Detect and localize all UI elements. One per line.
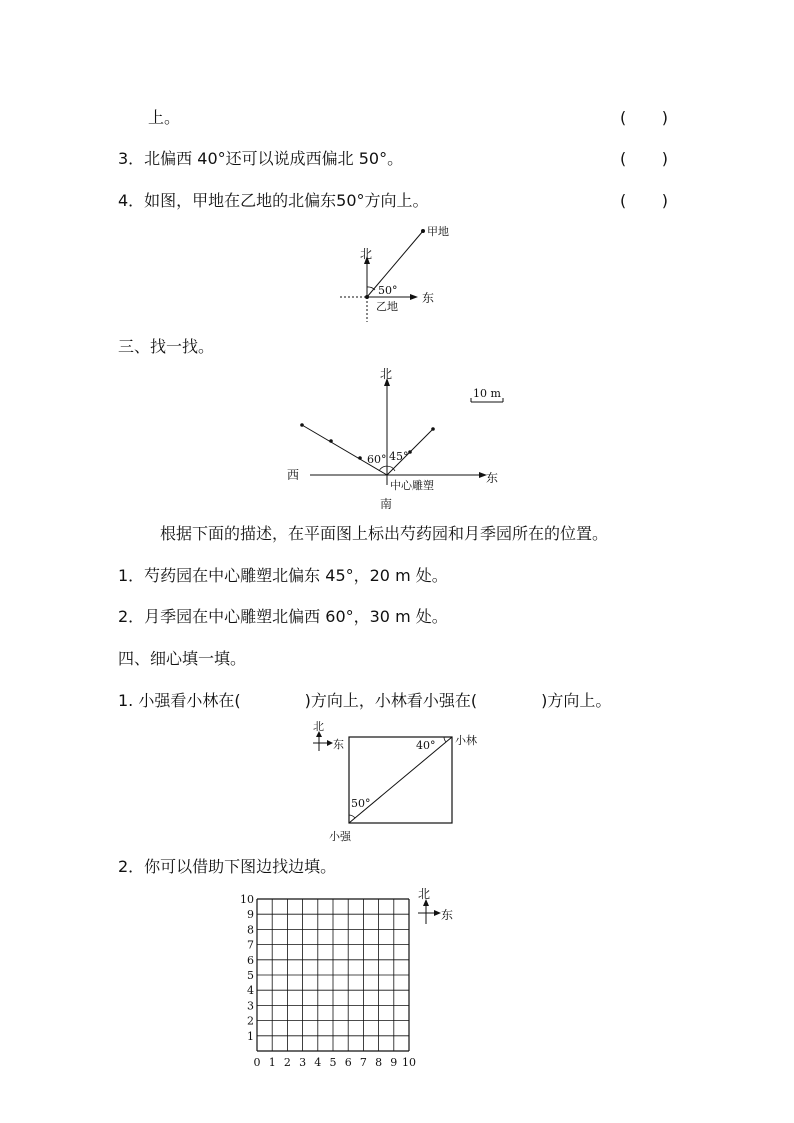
angle-40-label: 40° [416, 739, 436, 752]
angle-50-label: 50° [378, 284, 398, 297]
q2-continuation: 上。 [148, 108, 181, 127]
x-tick-label: 10 [402, 1056, 416, 1069]
y-tick-label: 4 [247, 984, 254, 998]
paren-open: ( [620, 149, 627, 168]
angle-45-label: 45° [389, 450, 409, 463]
scale-label: 10 m [473, 387, 501, 400]
answer-paren-2[interactable] [620, 108, 668, 128]
north-label: 北 [313, 720, 324, 733]
section-4-item-1: 1. 小强看小林在( )方向上，小林看小强在( )方向上。 [118, 691, 612, 710]
center-sculpture-label: 中心雕塑 [390, 479, 434, 492]
angle-60-label: 60° [367, 453, 387, 466]
y-tick-label: 2 [247, 1014, 254, 1028]
x-tick-label: 7 [359, 1056, 367, 1069]
y-tick-label: 9 [247, 908, 254, 922]
south-label: 南 [380, 497, 393, 511]
paren-close: ) [661, 108, 668, 127]
y-tick-label: 7 [247, 938, 254, 952]
angle-50-label: 50° [351, 797, 371, 810]
x-tick-label: 3 [299, 1056, 307, 1069]
y-tick-label: 8 [247, 923, 254, 937]
x-tick-label: 5 [329, 1056, 337, 1069]
section-4-heading: 四、细心填一填。 [118, 649, 247, 668]
y-tick-label: 6 [247, 953, 254, 967]
x-tick-label: 1 [268, 1056, 276, 1069]
x-tick-label: 0 [253, 1056, 261, 1069]
x-tick-labels [254, 1056, 417, 1069]
y-tick-label: 5 [247, 969, 254, 982]
yi-label: 乙地 [376, 300, 398, 313]
east-label: 东 [441, 908, 454, 922]
paren-open: ( [620, 191, 627, 210]
xiaoqiang-xiaolin-figure [305, 718, 485, 848]
answer-paren-4[interactable] [620, 191, 668, 211]
y-tick-labels [240, 893, 254, 1043]
jia-label: 甲地 [427, 225, 449, 238]
north-label: 北 [360, 247, 373, 261]
y-tick-label: 10 [240, 893, 254, 906]
x-tick-label: 9 [390, 1056, 398, 1069]
y-tick-label: 3 [247, 999, 254, 1013]
direction-figure-jia-yi [330, 220, 470, 320]
coordinate-grid [230, 880, 470, 1070]
north-label: 北 [418, 887, 431, 901]
paren-close: ) [661, 191, 668, 210]
west-label: 西 [287, 468, 300, 482]
grid-lines [257, 899, 409, 1051]
q2-item-4: 4．如图，甲地在乙地的北偏东50°方向上。 [118, 191, 429, 210]
east-label: 东 [422, 291, 435, 305]
x-tick-label: 8 [375, 1056, 383, 1069]
y-tick-label: 1 [247, 1029, 254, 1043]
q2-item-3: 3．北偏西 40°还可以说成西偏北 50°。 [118, 149, 404, 168]
xiaoqiang-label: 小强 [329, 830, 351, 843]
section-3-item-2: 2．月季园在中心雕塑北偏西 60°，30 m 处。 [118, 607, 448, 626]
north-label: 北 [380, 367, 393, 381]
answer-paren-3[interactable] [620, 149, 668, 169]
xiaolin-label: 小林 [455, 734, 477, 747]
section-4-item-2: 2．你可以借助下图边找边填。 [118, 857, 337, 876]
section-3-item-1: 1．芍药园在中心雕塑北偏东 45°，20 m 处。 [118, 566, 448, 585]
section-3-description: 根据下面的描述，在平面图上标出芍药园和月季园所在的位置。 [160, 524, 609, 543]
x-tick-label: 4 [314, 1056, 322, 1069]
sculpture-map [280, 365, 510, 515]
section-3-heading: 三、找一找。 [118, 337, 215, 356]
x-tick-label: 2 [283, 1056, 291, 1069]
paren-close: ) [661, 149, 668, 168]
east-label: 东 [486, 471, 499, 485]
paren-open: ( [620, 108, 627, 127]
x-tick-label: 6 [344, 1056, 352, 1069]
east-label: 东 [333, 738, 344, 751]
